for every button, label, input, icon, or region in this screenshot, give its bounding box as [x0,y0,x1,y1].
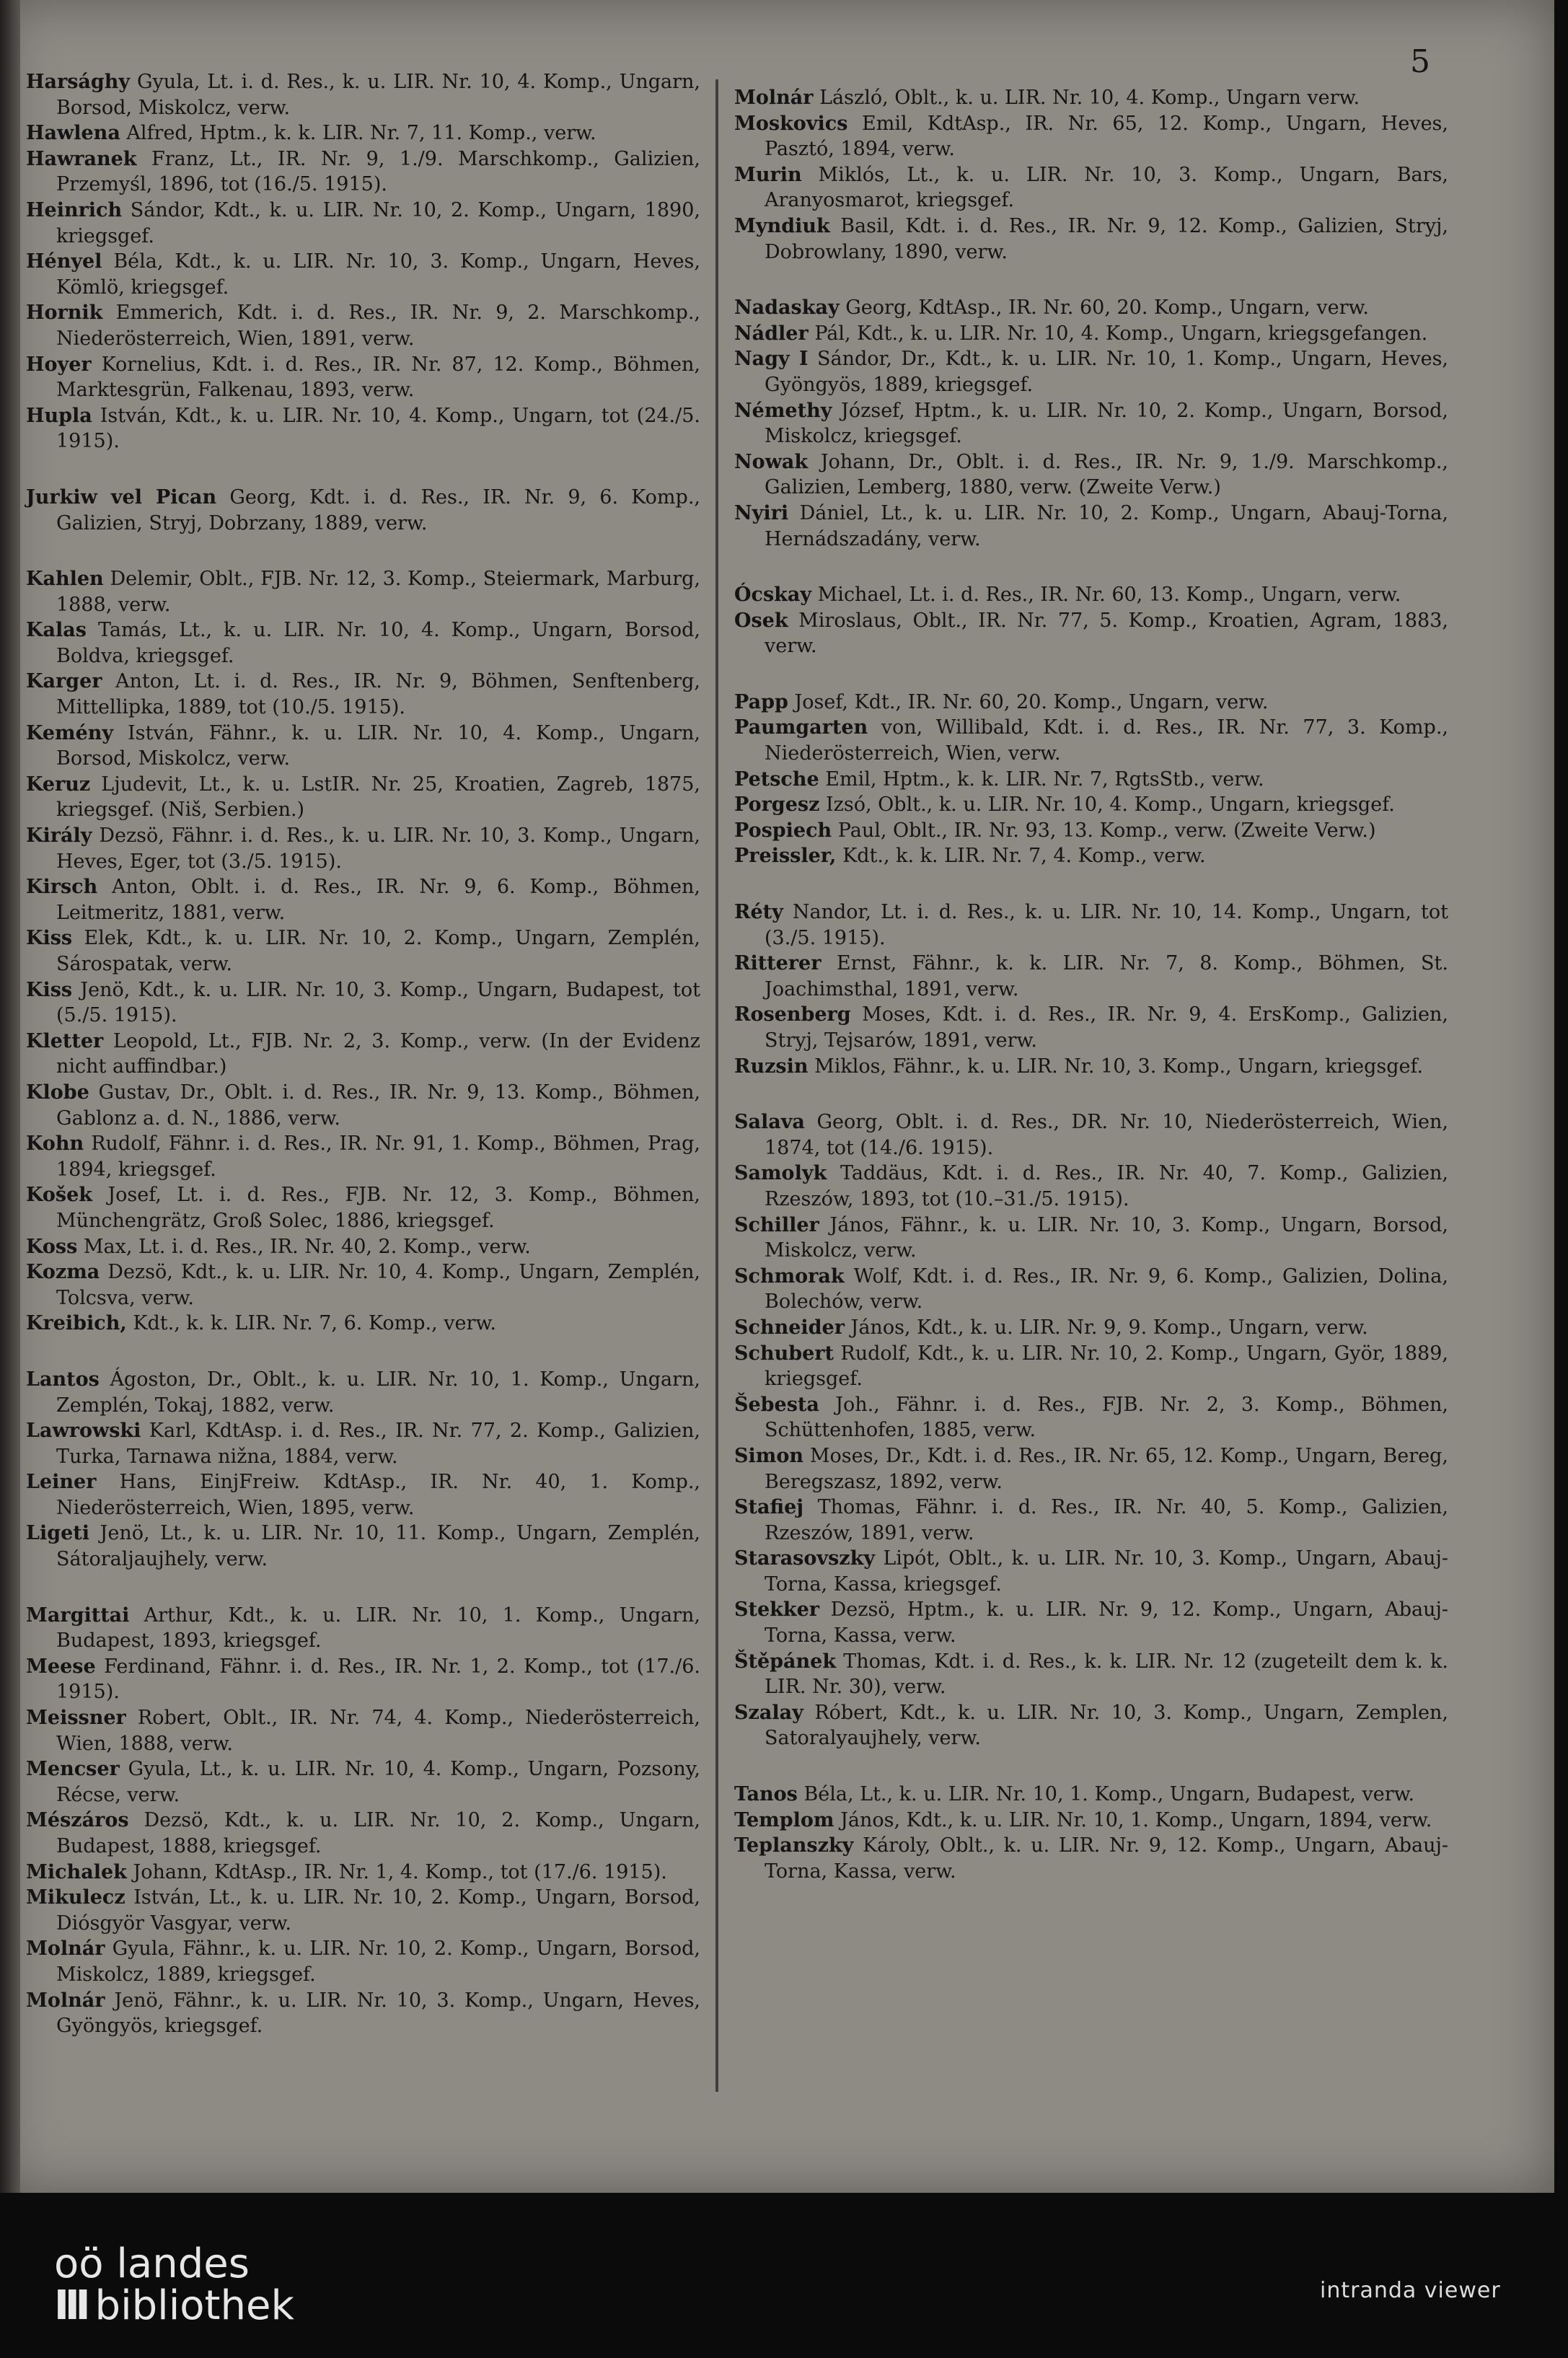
casualty-entry [734,1700,1448,1751]
casualty-entry [26,1936,700,1987]
casualty-entry [26,925,700,977]
casualty-entry [26,1756,700,1808]
casualty-entry [734,899,1448,951]
casualty-entry [734,1213,1448,1264]
entry-surname: Hényel [26,250,102,273]
casualty-entry [734,767,1448,793]
section-gap [734,552,1448,582]
entry-details: Ferdinand, Fähnr. i. d. Res., IR. Nr. 1, 2. Komp., tot (17./6. 1915). [56,1655,700,1704]
entry-surname: Kiss [26,927,73,950]
entry-surname: Paumgarten [734,716,868,739]
entry-details: Ljudevit, Lt., k. u. LstIR. Nr. 25, Kroatien, Zagreb, 1875, kriegsgef. (Niš, Serbien.) [56,773,700,822]
casualty-entry [734,449,1448,501]
casualty-entry [26,772,700,823]
entry-details: Robert, Oblt., IR. Nr. 74, 4. Komp., Niederösterreich, Wien, 1888, verw. [56,1707,700,1755]
entry-details: Emil, KdtAsp., IR. Nr. 65, 12. Komp., Ungarn, Heves, Pasztó, 1894, verw. [765,112,1448,161]
casualty-entry [734,582,1448,608]
entry-surname: Lantos [26,1368,100,1391]
casualty-entry [734,951,1448,1002]
casualty-entry [734,111,1448,162]
entry-details: Jenö, Fähnr., k. u. LIR. Nr. 10, 3. Komp., Ungarn, Heves, Gyöngyös, kriegsgef. [56,1989,701,2038]
section-gap [26,1337,700,1367]
entry-details: Sándor, Kdt., k. u. LIR. Nr. 10, 2. Komp., Ungarn, 1890, kriegsgef. [56,198,700,247]
entry-details: Ernst, Fähnr., k. k. LIR. Nr. 7, 8. Komp., Böhmen, St. Joachimsthal, 1891, verw. [765,952,1448,1000]
casualty-entry [734,85,1448,111]
casualty-entry [734,792,1448,818]
entry-surname: Meissner [26,1707,126,1730]
entry-details: Taddäus, Kdt. i. d. Res., IR. Nr. 40, 7. Komp., Galizien, Rzeszów, 1893, tot (10.–31./5. 1915). [765,1162,1448,1210]
casualty-entry [734,501,1448,552]
entry-surname: Meese [26,1655,96,1678]
entry-surname: Hawranek [26,147,137,170]
entry-details: Rudolf, Fähnr. i. d. Res., IR. Nr. 91, 1. Komp., Böhmen, Prag, 1894, kriegsgef. [56,1132,700,1181]
casualty-entry [26,1885,700,1936]
entry-surname: Király [26,824,92,848]
entry-surname: Nadaskay [734,296,840,320]
casualty-entry [26,617,700,669]
casualty-entry [734,1341,1448,1392]
entry-surname: Leiner [26,1471,97,1494]
entry-details: János, Fähnr., k. u. LIR. Nr. 10, 3. Komp., Ungarn, Borsod, Miskolcz, verw. [765,1213,1448,1262]
entry-details: Arthur, Kdt., k. u. LIR. Nr. 10, 1. Komp., Ungarn, Budapest, 1893, kriegsgef. [56,1603,700,1653]
casualty-entry [734,1002,1448,1053]
entry-details: Róbert, Kdt., k. u. LIR. Nr. 10, 3. Komp., Ungarn, Zemplen, Satoralyaujhely, verw. [765,1701,1448,1750]
entry-surname: Szalay [734,1701,803,1724]
entry-surname: Myndiuk [734,214,830,237]
entry-details: Dániel, Lt., k. u. LIR. Nr. 10, 2. Komp., Ungarn, Abauj-Torna, Hernádszadány, verw. [765,501,1448,550]
casualty-entry [734,321,1448,347]
casualty-entry [26,1521,700,1572]
entry-details: István, Lt., k. u. LIR. Nr. 10, 2. Komp., Ungarn, Borsod, Diósgyör Vasgyar, verw. [56,1886,700,1935]
casualty-entry [734,1161,1448,1212]
casualty-entry [26,1603,700,1654]
entry-surname: Némethy [734,399,832,422]
entry-details: Jenö, Kdt., k. u. LIR. Nr. 10, 3. Komp., Ungarn, Budapest, tot (5./5. 1915). [56,978,700,1027]
casualty-entry [734,1833,1448,1884]
entry-surname: Harsághy [26,71,131,93]
section-gap [734,265,1448,295]
entry-surname: Kreibich, [26,1312,127,1335]
entry-surname: Nyiri [734,501,789,524]
entry-surname: Simon [734,1444,803,1467]
entry-surname: Michalek [26,1860,127,1883]
casualty-entry [26,146,700,198]
entry-surname: Papp [734,690,788,713]
entry-surname: Ligeti [26,1522,90,1545]
casualty-entry [734,346,1448,397]
entry-surname: Nádler [734,322,809,345]
casualty-entry [734,214,1448,265]
section-gap [26,536,700,566]
entry-details: Miroslaus, Oblt., IR. Nr. 77, 5. Komp., Kroatien, Agram, 1883, verw. [765,609,1448,658]
entry-details: Izsó, Oblt., k. u. LIR. Nr. 10, 4. Komp., Ungarn, kriegsgef. [826,793,1395,817]
entry-surname: Hawlena [26,122,120,145]
entry-surname: Kirsch [26,876,98,899]
entry-details: Franz, Lt., IR. Nr. 9, 1./9. Marschkomp., Galizien, Przemyśl, 1896, tot (16./5. 1915). [56,147,700,196]
casualty-entry [734,398,1448,449]
entry-surname: Nowak [734,450,809,473]
entry-surname: Mikulecz [26,1886,125,1909]
casualty-entry [26,69,700,120]
logo-line-1: oö landes [54,2240,250,2287]
casualty-entry [734,295,1448,321]
entry-surname: Petsche [734,767,819,791]
entry-surname: Tanos [734,1783,798,1806]
entry-surname: Pospiech [734,819,832,842]
entry-surname: Moskovics [734,112,848,135]
entry-surname: Templom [734,1808,834,1831]
entry-surname: Schneider [734,1316,845,1339]
casualty-entry [734,1782,1448,1808]
entry-details: Dezsö, Fähnr. i. d. Res., k. u. LIR. Nr. 10, 3. Komp., Ungarn, Heves, Eger, tot (3./5. 1915). [56,824,700,873]
casualty-entry [26,1469,700,1521]
entry-details: Miklos, Fähnr., k. u. LIR. Nr. 10, 3. Komp., Ungarn, kriegsgef. [814,1055,1424,1078]
entry-details: Sándor, Dr., Kdt., k. u. LIR. Nr. 10, 1. Komp., Ungarn, Heves, Gyöngyös, 1889, kriegsgef. [765,348,1449,396]
entry-details: Pál, Kdt., k. u. LIR. Nr. 10, 4. Komp., Ungarn, kriegsgefangen. [814,322,1428,345]
entry-details: Gyula, Lt., k. u. LIR. Nr. 10, 4. Komp., Ungarn, Pozsony, Récse, verw. [56,1758,700,1806]
section-gap [26,1572,700,1603]
entry-surname: Preissler, [734,845,837,868]
entry-surname: Molnár [734,87,814,109]
entry-surname: Hupla [26,404,92,427]
entry-surname: Nagy I [734,348,809,371]
entry-surname: Hoyer [26,353,92,376]
entry-details: Basil, Kdt. i. d. Res., IR. Nr. 9, 12. Komp., Galizien, Stryj, Dobrowlany, 1890, verw. [765,214,1448,263]
casualty-entry [734,608,1448,659]
section-gap [734,869,1448,899]
casualty-entry [26,721,700,772]
entry-surname: Ruzsin [734,1055,809,1078]
casualty-entry [26,1259,700,1311]
casualty-entry [26,1654,700,1705]
entry-details: Gyula, Fähnr., k. u. LIR. Nr. 10, 2. Komp., Ungarn, Borsod, Miskolcz, 1889, kriegsgef. [56,1937,700,1986]
entry-details: Johann, KdtAsp., IR. Nr. 1, 4. Komp., tot (17./6. 1915). [133,1860,667,1883]
entry-details: Moses, Dr., Kdt. i. d. Res., IR. Nr. 65, 12. Komp., Ungarn, Bereg, Beregszasz, 1892, verw. [765,1444,1448,1493]
casualty-entry [26,1080,700,1131]
entry-surname: Šebesta [734,1393,819,1416]
column-divider [715,79,718,2092]
entry-surname: Heinrich [26,198,123,221]
entry-details: von, Willibald, Kdt. i. d. Res., IR. Nr. 77, 3. Komp., Niederösterreich, Wien, verw. [765,716,1448,765]
casualty-entry [26,1988,700,2039]
entry-details: Johann, Dr., Oblt. i. d. Res., IR. Nr. 9, 1./9. Marschkomp., Galizien, Lemberg, 1880, verw. (Zweite Verw.) [765,450,1448,499]
casualty-entry [734,162,1448,214]
entry-surname: Lawrowski [26,1420,141,1443]
entry-details: Gyula, Lt. i. d. Res., k. u. LIR. Nr. 10, 4. Komp., Ungarn, Borsod, Miskolcz, verw. [56,71,700,119]
entry-surname: Košek [26,1184,92,1207]
casualty-entry [734,1808,1448,1834]
entry-details: Max, Lt. i. d. Res., IR. Nr. 40, 2. Komp., verw. [83,1235,531,1258]
entry-surname: Teplanszky [734,1834,854,1857]
casualty-entry [734,1392,1448,1443]
casualty-entry [26,977,700,1029]
entry-surname: Kalas [26,619,87,642]
casualty-entry [734,690,1448,716]
casualty-entry [734,1264,1448,1315]
entry-details: István, Fähnr., k. u. LIR. Nr. 10, 4. Komp., Ungarn, Borsod, Miskolcz, verw. [56,721,700,770]
entry-details: Emil, Hptm., k. k. LIR. Nr. 7, RgtsStb., verw. [825,767,1264,791]
entry-surname: Štěpánek [734,1650,837,1673]
entry-details: Kdt., k. k. LIR. Nr. 7, 4. Komp., verw. [842,845,1206,868]
casualty-entry [734,1315,1448,1341]
entry-surname: Molnár [26,1989,105,2012]
casualty-entry [734,1649,1448,1700]
entry-surname: Rosenberg [734,1003,851,1026]
entry-surname: Keruz [26,773,91,796]
casualty-entry [734,1109,1448,1161]
entry-surname: Koss [26,1235,78,1258]
entry-details: Rudolf, Kdt., k. u. LIR. Nr. 10, 2. Komp., Ungarn, Györ, 1889, kriegsgef. [765,1342,1448,1391]
casualty-entry [734,843,1448,869]
casualty-entry [26,300,700,351]
entry-surname: Schiller [734,1213,819,1236]
entry-details: Anton, Oblt. i. d. Res., IR. Nr. 9, 6. Komp., Böhmen, Leitmeritz, 1881, verw. [56,876,700,924]
entry-details: Ágoston, Dr., Oblt., k. u. LIR. Nr. 10, 1. Komp., Ungarn, Zemplén, Tokaj, 1882, verw. [56,1368,700,1417]
casualty-entry [26,1131,700,1182]
entry-details: Wolf, Kdt. i. d. Res., IR. Nr. 9, 6. Komp., Galizien, Dolina, Bolechów, verw. [765,1264,1448,1314]
section-gap [734,1751,1448,1782]
entry-details: Michael, Lt. i. d. Res., IR. Nr. 60, 13. Komp., Ungarn, verw. [817,584,1401,607]
entry-details: Dezsö, Kdt., k. u. LIR. Nr. 10, 4. Komp., Ungarn, Zemplén, Tolcsva, verw. [56,1261,700,1309]
entry-details: Lipót, Oblt., k. u. LIR. Nr. 10, 3. Komp., Ungarn, Abauj-Torna, Kassa, kriegsgef. [765,1547,1448,1596]
viewer-label: intranda viewer [1320,2278,1501,2303]
library-logo [54,2240,294,2329]
entry-details: Josef, Kdt., IR. Nr. 60, 20. Komp., Ungarn, verw. [794,690,1269,713]
page-number: 5 [1410,43,1430,80]
entry-details: Hans, EinjFreiw. KdtAsp., IR. Nr. 40, 1. Komp., Niederösterreich, Wien, 1895, verw. [56,1471,700,1519]
casualty-entry [734,1495,1448,1546]
entry-details: Josef, Lt. i. d. Res., FJB. Nr. 12, 3. Komp., Böhmen, Münchengrätz, Groß Solec, 1886, kriegsgef. [56,1184,700,1232]
entry-details: Nandor, Lt. i. d. Res., k. u. LIR. Nr. 10, 14. Komp., Ungarn, tot (3./5. 1915). [765,901,1448,949]
entry-details: Moses, Kdt. i. d. Res., IR. Nr. 9, 4. ErsKomp., Galizien, Stryj, Tejsarów, 1891, verw. [765,1003,1448,1052]
casualty-entry [734,715,1448,766]
entry-details: László, Oblt., k. u. LIR. Nr. 10, 4. Komp., Ungarn verw. [819,87,1360,109]
entry-surname: Molnár [26,1937,105,1961]
casualty-entry [26,566,700,617]
casualty-entry [26,249,700,300]
entry-details: Karl, KdtAsp. i. d. Res., IR. Nr. 77, 2. Komp., Galizien, Turka, Tarnawa nižna, 1884, verw. [56,1420,700,1468]
entry-surname: Mészáros [26,1809,129,1832]
casualty-entry [734,1546,1448,1597]
entry-details: Jenö, Lt., k. u. LIR. Nr. 10, 11. Komp., Ungarn, Zemplén, Sátoraljaujhely, verw. [56,1522,700,1571]
entry-details: Alfred, Hptm., k. k. LIR. Nr. 7, 11. Komp., verw. [126,122,596,145]
entry-surname: Mencser [26,1758,120,1781]
entry-surname: Stekker [734,1598,819,1622]
casualty-entry [734,1443,1448,1495]
entry-details: Thomas, Kdt. i. d. Res., k. k. LIR. Nr. 12 (zugeteilt dem k. k. LIR. Nr. 30), verw. [765,1650,1448,1699]
entry-details: Georg, Oblt. i. d. Res., DR. Nr. 10, Niederösterreich, Wien, 1874, tot (14./6. 1915). [765,1111,1448,1159]
entry-surname: Kozma [26,1261,100,1284]
casualty-entry [26,1311,700,1337]
entry-details: Leopold, Lt., FJB. Nr. 2, 3. Komp., verw. (In der Evidenz nicht auffindbar.) [56,1029,700,1078]
entry-surname: Kletter [26,1029,104,1052]
entry-details: Emmerich, Kdt. i. d. Res., IR. Nr. 9, 2. Marschkomp., Niederösterreich, Wien, 1891, verw. [56,302,700,350]
entry-surname: Kiss [26,978,73,1001]
casualty-entry [26,1367,700,1418]
entry-surname: Karger [26,670,102,693]
entry-surname: Hornik [26,302,103,325]
casualty-entry [26,669,700,720]
entry-details: Kdt., k. k. LIR. Nr. 7, 6. Komp., verw. [133,1312,496,1335]
logo-line-2: bibliothek [94,2282,294,2329]
entry-details: Gustav, Dr., Oblt. i. d. Res., IR. Nr. 9, 13. Komp., Böhmen, Gablonz a. d. N., 1886, verw. [56,1081,700,1130]
entry-surname: Jurkiw vel Pican [26,485,217,509]
entry-details: Dezsö, Hptm., k. u. LIR. Nr. 9, 12. Komp., Ungarn, Abauj-Torna, Kassa, verw. [765,1598,1448,1647]
casualty-entry [26,1029,700,1080]
entry-surname: Starasovszky [734,1547,876,1570]
entry-details: Elek, Kdt., k. u. LIR. Nr. 10, 2. Komp., Ungarn, Zemplén, Sárospatak, verw. [56,927,700,975]
casualty-entry [26,352,700,403]
entry-details: Béla, Kdt., k. u. LIR. Nr. 10, 3. Komp., Ungarn, Heves, Kömlö, kriegsgef. [56,250,700,299]
casualty-entry [26,1808,700,1859]
entry-surname: Stafiej [734,1496,804,1519]
entry-details: Delemir, Oblt., FJB. Nr. 12, 3. Komp., Steiermark, Marburg, 1888, verw. [56,568,700,616]
entry-details: Dezsö, Kdt., k. u. LIR. Nr. 10, 2. Komp., Ungarn, Budapest, 1888, kriegsgef. [56,1809,700,1857]
entry-surname: Osek [734,609,788,632]
casualty-entry [26,1182,700,1233]
entry-surname: Ócskay [734,584,812,607]
entry-surname: Murin [734,163,802,186]
entry-details: Tamás, Lt., k. u. LIR. Nr. 10, 4. Komp., Ungarn, Borsod, Boldva, kriegsgef. [56,619,700,667]
entry-details: Béla, Lt., k. u. LIR. Nr. 10, 1. Komp., Ungarn, Budapest, verw. [803,1783,1415,1806]
casualty-entry [734,818,1448,844]
entry-details: János, Kdt., k. u. LIR. Nr. 9, 9. Komp., Ungarn, verw. [850,1316,1368,1339]
right-column [734,85,1448,1884]
entry-surname: Schmorak [734,1264,845,1288]
entry-surname: Porgesz [734,793,820,817]
casualty-entry [26,823,700,874]
casualty-entry [26,120,700,146]
entry-details: Paul, Oblt., IR. Nr. 93, 13. Komp., verw. (Zweite Verw.) [837,819,1376,842]
entry-surname: Klobe [26,1081,89,1104]
entry-surname: Kemény [26,721,114,744]
casualty-entry [26,1234,700,1260]
casualty-entry [734,1054,1448,1080]
section-gap [734,1079,1448,1109]
casualty-entry [26,1705,700,1756]
entry-details: Anton, Lt. i. d. Res., IR. Nr. 9, Böhmen, Senftenberg, Mittellipka, 1889, tot (10./5. 1915). [56,670,700,719]
entry-details: Joh., Fähnr. i. d. Res., FJB. Nr. 2, 3. Komp., Böhmen, Schüttenhofen, 1885, verw. [765,1393,1448,1442]
entry-details: Georg, KdtAsp., IR. Nr. 60, 20. Komp., Ungarn, verw. [845,296,1369,320]
casualty-entry [26,1418,700,1469]
entry-details: Miklós, Lt., k. u. LIR. Nr. 10, 3. Komp., Ungarn, Bars, Aranyosmarot, kriegsgef. [765,163,1448,212]
entry-details: János, Kdt., k. u. LIR. Nr. 10, 1. Komp., Ungarn, 1894, verw. [840,1808,1432,1831]
entry-details: Károly, Oblt., k. u. LIR. Nr. 9, 12. Komp., Ungarn, Abauj-Torna, Kassa, verw. [765,1834,1448,1883]
casualty-entry [26,403,700,454]
entry-surname: Samolyk [734,1162,827,1185]
casualty-entry [26,485,700,536]
entry-details: Georg, Kdt. i. d. Res., IR. Nr. 9, 6. Komp., Galizien, Stryj, Dobrzany, 1889, verw. [56,485,700,534]
casualty-entry [26,1860,700,1886]
entry-details: József, Hptm., k. u. LIR. Nr. 10, 2. Komp., Ungarn, Borsod, Miskolcz, kriegsgef. [765,399,1448,448]
section-gap [734,659,1448,690]
entry-surname: Margittai [26,1603,130,1627]
entry-surname: Ritterer [734,952,822,975]
entry-surname: Salava [734,1111,805,1134]
entry-details: István, Kdt., k. u. LIR. Nr. 10, 4. Komp., Ungarn, tot (24./5. 1915). [56,404,700,453]
entry-details: Thomas, Fähnr. i. d. Res., IR. Nr. 40, 5. Komp., Galizien, Rzeszów, 1891, verw. [765,1496,1448,1544]
left-column [26,69,700,2039]
entry-surname: Kahlen [26,568,104,591]
book-binding [0,0,20,2193]
entry-details: Kornelius, Kdt. i. d. Res., IR. Nr. 87, 12. Komp., Böhmen, Marktesgrün, Falkenau, 1893, verw. [56,353,700,402]
logo-bars-icon: III [54,2282,87,2329]
section-gap [26,454,700,485]
casualty-entry [734,1597,1448,1648]
entry-surname: Schubert [734,1342,834,1365]
casualty-entry [26,198,700,249]
entry-surname: Kohn [26,1132,84,1156]
entry-surname: Réty [734,901,783,924]
casualty-entry [26,874,700,925]
